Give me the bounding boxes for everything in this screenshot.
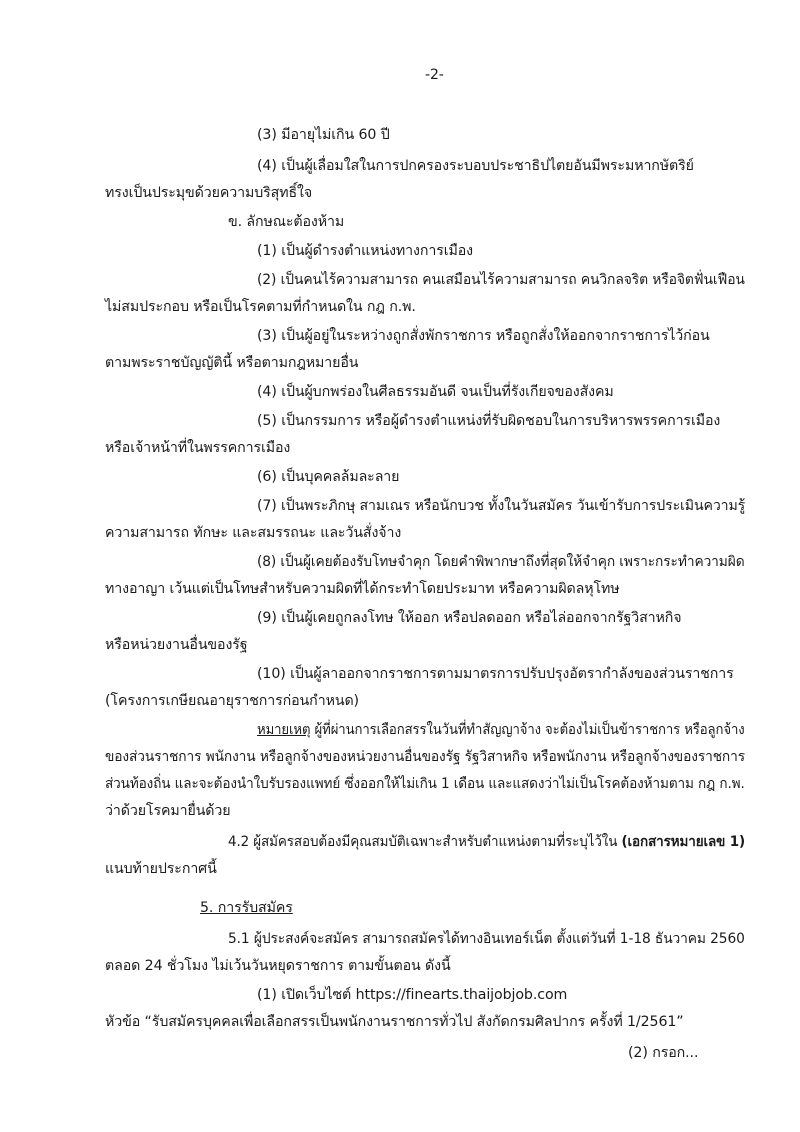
- clause-5-1-cont: ตลอด 24 ชั่วโมง ไม่เว้นวันหยุดราชการ ตามขั้นตอน ดังนี้: [105, 958, 451, 974]
- prohibited-10-cont: (โครงการเกษียณอายุราชการก่อนกำหนด): [105, 693, 359, 709]
- remark-label: หมายเหตุ: [257, 722, 311, 738]
- clause-4-2: [228, 831, 745, 853]
- qualification-4: (4) เป็นผู้เลื่อมใสในการปกครองระบอบประชาธิปไตยอันมีพระมหากษัตริย์: [257, 158, 694, 174]
- prohibited-8-cont: ทางอาญา เว้นแต่เป็นโทษสำหรับความผิดที่ได้กระทำโดยประมาท หรือความผิดลหุโทษ: [105, 581, 620, 597]
- clause-4-2-cont: แนบท้ายประกาศนี้: [105, 861, 217, 877]
- step-1-topic: หัวข้อ “รับสมัครบุคคลเพื่อเลือกสรรเป็นพนักงานราชการทั่วไป สังกัดกรมศิลปากร ครั้งที่ 1/2561”: [105, 1014, 684, 1030]
- prohibited-3: (3) เป็นผู้อยู่ในระหว่างถูกสั่งพักราชการ หรือถูกสั่งให้ออกจากราชการไว้ก่อน: [257, 328, 710, 344]
- remark-cont-1: ของส่วนราชการ พนักงาน หรือลูกจ้างของหน่วยงานอื่นของรัฐ รัฐวิสาหกิจ หรือพนักงาน หรือลูกจ้างของราชการ: [105, 749, 746, 765]
- remark-text: ผู้ที่ผ่านการเลือกสรรในวันที่ทำสัญญาจ้าง จะต้องไม่เป็นข้าราชการ หรือลูกจ้าง: [310, 722, 745, 738]
- prohibited-2-cont: ไม่สมประกอบ หรือเป็นโรคตามที่กำหนดใน กฎ ก.พ.: [105, 299, 416, 315]
- continued-marker: (2) กรอก...: [628, 1045, 699, 1061]
- prohibited-7-cont: ความสามารถ ทักษะ และสมรรถนะ และวันสั่งจ้าง: [105, 525, 402, 541]
- remark-line: [257, 719, 745, 741]
- qualification-4-cont: ทรงเป็นประมุขด้วยความบริสุทธิ์ใจ: [105, 185, 313, 201]
- step-1-website: (1) เปิดเว็บไซต์ https://finearts.thaijobjob.com: [257, 987, 568, 1003]
- remark-cont-2: ส่วนท้องถิ่น และจะต้องนำใบรับรองแพทย์ ซึ่งออกให้ไม่เกิน 1 เดือน และแสดงว่าไม่เป็นโรคต้องห้ามตาม กฎ ก.พ.: [105, 776, 745, 792]
- clause-5-1: 5.1 ผู้ประสงค์จะสมัคร สามารถสมัครได้ทางอินเทอร์เน็ต ตั้งแต่วันที่ 1-18 ธันวาคม 2560: [228, 931, 745, 947]
- prohibited-4: (4) เป็นผู้บกพร่องในศีลธรรมอันดี จนเป็นที่รังเกียจของสังคม: [257, 384, 614, 400]
- section-5-heading: 5. การรับสมัคร: [200, 900, 293, 916]
- prohibited-1: (1) เป็นผู้ดำรงตำแหน่งทางการเมือง: [257, 243, 473, 259]
- prohibited-5: (5) เป็นกรรมการ หรือผู้ดำรงตำแหน่งที่รับผิดชอบในการบริหารพรรคการเมือง: [257, 413, 721, 429]
- prohibited-6: (6) เป็นบุคคลล้มละลาย: [257, 469, 400, 485]
- prohibited-2: (2) เป็นคนไร้ความสามารถ คนเสมือนไร้ความสามารถ คนวิกลจริต หรือจิตฟั่นเฟือน: [257, 272, 745, 288]
- prohibited-5-cont: หรือเจ้าหน้าที่ในพรรคการเมือง: [105, 440, 291, 456]
- prohibited-3-cont: ตามพระราชบัญญัตินี้ หรือตามกฎหมายอื่น: [105, 355, 359, 371]
- section-prohibited-heading: ข. ลักษณะต้องห้าม: [228, 214, 345, 230]
- remark-cont-3: ว่าด้วยโรคมายื่นด้วย: [105, 803, 231, 819]
- clause-4-2-text: 4.2 ผู้สมัครสอบต้องมีคุณสมบัติเฉพาะสำหรับตำแหน่งตามที่ระบุไว้ใน: [228, 834, 622, 850]
- prohibited-8: (8) เป็นผู้เคยต้องรับโทษจำคุก โดยคำพิพากษาถึงที่สุดให้จำคุก เพราะกระทำความผิด: [257, 554, 745, 570]
- prohibited-9-cont: หรือหน่วยงานอื่นของรัฐ: [105, 637, 248, 653]
- page-number: -2-: [425, 67, 444, 83]
- qualification-3: (3) มีอายุไม่เกิน 60 ปี: [257, 127, 390, 143]
- prohibited-10: (10) เป็นผู้ลาออกจากราชการตามมาตรการปรับปรุงอัตรากำลังของส่วนราชการ: [257, 666, 734, 682]
- prohibited-7: (7) เป็นพระภิกษุ สามเณร หรือนักบวช ทั้งในวันสมัคร วันเข้ารับการประเมินความรู้: [257, 498, 746, 514]
- prohibited-9: (9) เป็นผู้เคยถูกลงโทษ ให้ออก หรือปลดออก หรือไล่ออกจากรัฐวิสาหกิจ: [257, 610, 682, 626]
- clause-4-2-doc-ref: (เอกสารหมายเลข 1): [621, 834, 746, 850]
